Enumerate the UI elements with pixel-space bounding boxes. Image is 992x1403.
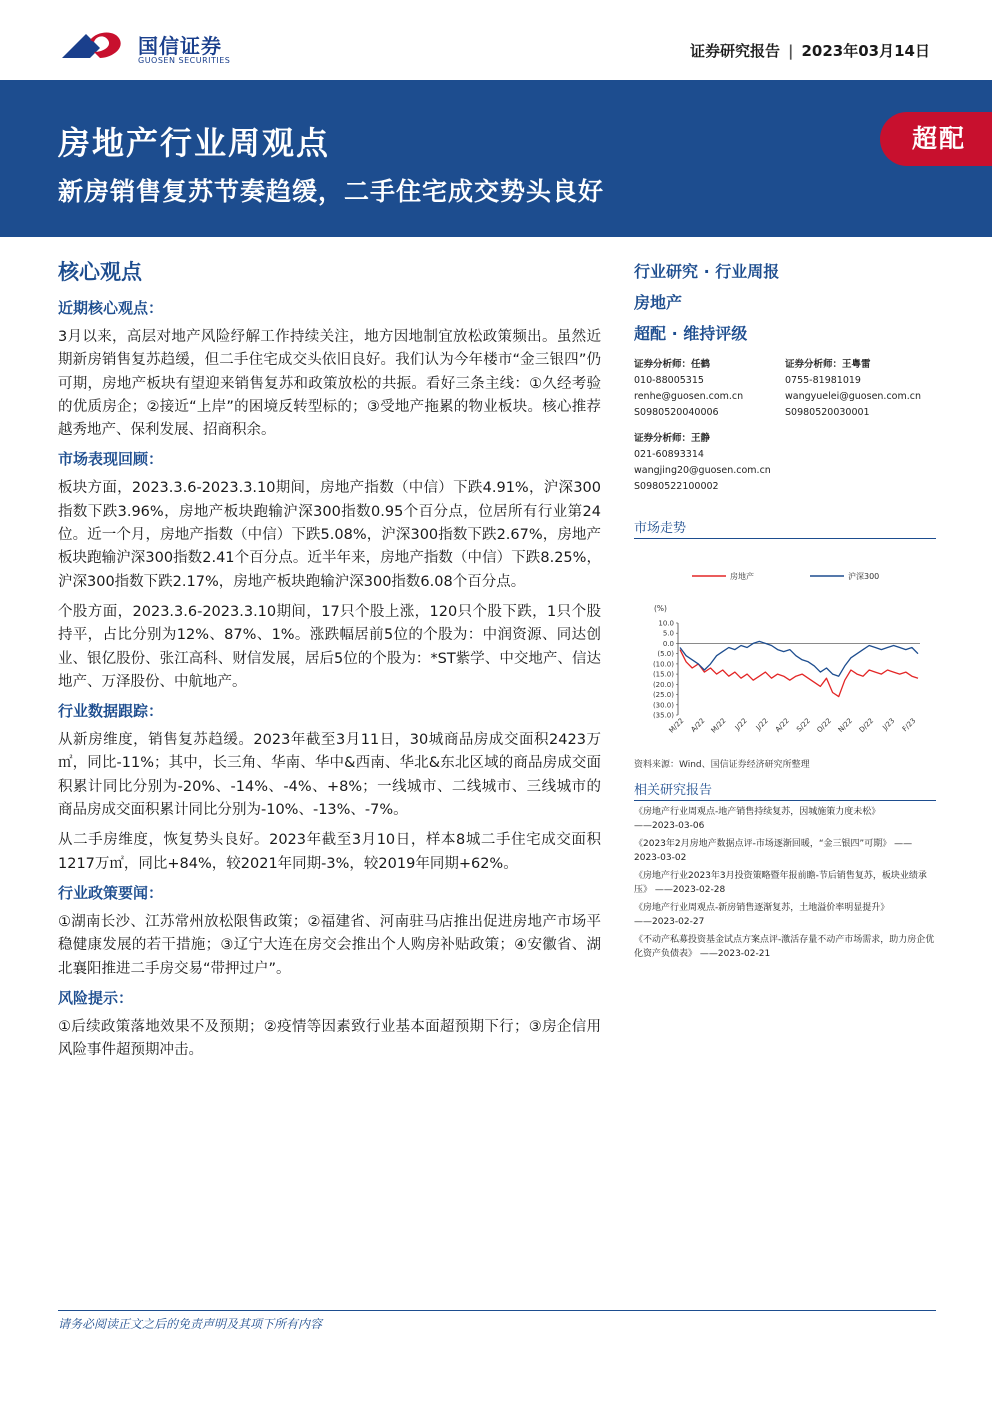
x-tick-label: J/23 — [881, 716, 897, 732]
related-report-date: ——2023-02-27 — [634, 917, 705, 927]
core-views-title: 核心观点 — [58, 260, 142, 284]
x-tick-label: F/23 — [900, 716, 918, 734]
footer-disclaimer: 请务必阅读正文之后的免责声明及其项下所有内容 — [58, 1317, 323, 1331]
y-tick-label: (10.0) — [652, 660, 674, 669]
x-tick-label: J/22 — [754, 716, 770, 732]
related-reports-title: 相关研究报告 — [634, 779, 936, 801]
related-report-item[interactable] — [634, 933, 936, 961]
paragraph-risk: ①后续政策落地效果不及预期；②疫情等因素致行业基本面超预期下行；③房企信用风险事件超预期冲击。 — [58, 1018, 601, 1059]
logo-cn-text: 国信证券 — [138, 34, 222, 58]
section-title-risk: 风险提示： — [58, 988, 134, 1007]
analyst-phone: 010-88005315 — [634, 375, 704, 386]
y-tick-label: (25.0) — [652, 691, 674, 700]
report-subtitle: 新房销售复苏节奏趋缓，二手住宅成交势头良好 — [58, 177, 605, 206]
y-tick-label: (35.0) — [652, 711, 674, 720]
meta-separator: | — [788, 42, 794, 60]
y-tick-label: (30.0) — [652, 701, 674, 710]
legend-label: 沪深300 — [848, 572, 880, 581]
y-tick-label: 0.0 — [662, 639, 674, 648]
paragraph-sector-performance: 板块方面，2023.3.6-2023.3.10期间，房地产指数（中信）下跌4.91%，沪深300指数下跌3.96%，房地产板块跑输沪深300指数0.95个百分点，位居所有行业第24位。近一个月，房地产指数（中信）下跌5.08%，沪深300指数下跌2.67%，房地产板块跑输沪深300指数2.41个百分点。近半年来，房地产指数（中信）下跌8.25%，沪深300指数下跌2.17%，房地产板块跑输沪深300指数6.08个百分点。 — [58, 480, 601, 590]
company-logo — [60, 28, 240, 70]
chart-svg — [634, 539, 936, 755]
analyst-phone: 021-60893314 — [634, 449, 704, 460]
page-header — [0, 0, 992, 80]
related-report-title: 《不动产私募投资基金试点方案点评-激活存量不动产市场需求，助力房企优化资产负债表》 — [634, 935, 935, 959]
section-title-recent-views: 近期核心观点： — [58, 299, 164, 317]
title-banner — [0, 80, 992, 237]
rating-line: 超配 · 维持评级 — [634, 324, 748, 343]
legend-label: 房地产 — [730, 572, 754, 581]
y-tick-label: 5.0 — [662, 629, 674, 638]
x-tick-label: M/22 — [667, 716, 686, 735]
related-report-item[interactable] — [634, 837, 936, 865]
paragraph-second-hand: 从二手房维度，恢复势头良好。2023年截至3月10日，样本8城二手住宅成交面积1217万㎡，同比+84%，较2021年同期-3%，较2019年同期+62%。 — [58, 832, 601, 872]
related-report-item[interactable] — [634, 869, 936, 897]
x-tick-label: O/22 — [815, 716, 834, 735]
paragraph-new-homes: 从新房维度，销售复苏趋缓。2023年截至3月11日，30城商品房成交面积2423万㎡，同比-11%；其中，长三角、华南、华中&西南、华北&东北区域的商品房成交面积累计同比分别为-20%、-14%、-4%、+8%；一线城市、二线城市、三线城市的商品房成交面积累计同比分别为-10%、-13%、-7%。 — [58, 732, 601, 819]
rating-badge: 超配 — [880, 112, 992, 166]
related-report-title: 《房地产行业周观点-地产销售持续复苏，因城施策力度未松》 — [634, 807, 881, 817]
related-report-item[interactable] — [634, 805, 936, 833]
analyst-cert: S0980522100002 — [634, 481, 719, 492]
industry-name: 房地产 — [634, 293, 683, 312]
analyst-phone: 0755-81981019 — [785, 375, 861, 386]
report-type: 证券研究报告 — [690, 42, 781, 60]
analyst-email: wangjing20@guosen.com.cn — [634, 465, 771, 476]
analyst-cert: S0980520040006 — [634, 407, 719, 418]
x-tick-label: A/22 — [689, 716, 707, 734]
related-report-title: 《房地产行业周观点-新房销售逐渐复苏，土地溢价率明显提升》 — [634, 903, 890, 913]
y-tick-label: (15.0) — [652, 670, 674, 679]
related-report-item[interactable] — [634, 901, 936, 929]
section-title-market-review: 市场表现回顾： — [58, 450, 164, 469]
related-report-title: 《房地产行业2023年3月投资策略暨年报前瞻-节后销售复苏，板块业绩承压》 — [634, 871, 927, 895]
logo-en-text: GUOSEN SECURITIES — [138, 56, 231, 65]
analyst-name: 证券分析师：任鹤 — [634, 359, 711, 370]
x-tick-label: A/22 — [773, 716, 791, 734]
series-line-csi300 — [680, 641, 918, 676]
analyst-email: renhe@guosen.com.cn — [634, 391, 744, 402]
guosen-logo-icon — [60, 28, 130, 68]
report-category: 行业研究 · 行业周报 — [634, 262, 780, 281]
market-trend-title: 市场走势 — [634, 517, 936, 539]
analyst-block — [634, 357, 936, 517]
analyst-name: 证券分析师：王静 — [634, 433, 711, 444]
section-title-policy-news: 行业政策要闻： — [58, 883, 164, 902]
y-tick-label: 10.0 — [658, 619, 674, 628]
x-tick-label: N/22 — [836, 716, 855, 735]
report-date: 2023年03月14日 — [801, 42, 930, 60]
x-tick-label: S/22 — [795, 716, 812, 734]
report-meta — [690, 40, 930, 61]
paragraph-policy-news: ①湖南长沙、江苏常州放松限售政策；②福建省、河南驻马店推出促进房地产市场平稳健康发展的若干措施；③辽宁大连在房交会推出个人购房补贴政策；④安徽省、湖北襄阳推进二手房交易“带押过户”。 — [58, 913, 601, 977]
related-reports — [634, 779, 936, 961]
paragraph-stock-performance: 个股方面，2023.3.6-2023.3.10期间，17只个股上涨，120只个股下跌，1只个股持平，占比分别为12%、87%、1%。涨跌幅居前5位的个股为：中润资源、同达创业、银亿股份、张江高科、财信发展，居后5位的个股为：*ST紫学、中交地产、信达地产、万泽股份、中航地产。 — [58, 603, 601, 690]
analyst-name: 证券分析师：王粤雷 — [785, 359, 871, 370]
x-tick-label: M/22 — [709, 716, 728, 735]
footer-divider — [58, 1310, 936, 1311]
analyst-card — [634, 431, 784, 495]
analyst-card — [634, 357, 784, 421]
paragraph-recent-views: 3月以来，高层对地产风险纾解工作持续关注，地方因地制宜放松政策频出。虽然近期新房销售复苏趋缓，但二手住宅成交头依旧良好。我们认为今年楼市“金三银四”仍可期，房地产板块有望迎来销售复苏和政策放松的共振。看好三条主线：①久经考验的优质房企；②接近“上岸”的困境反转型标的；③受地产拖累的物业板块。核心推荐越秀地产、保利发展、招商积余。 — [58, 329, 601, 439]
related-report-date: ——2023-02-28 — [654, 885, 726, 895]
x-tick-label: J/22 — [733, 716, 749, 732]
y-axis-label: (%) — [654, 604, 667, 613]
core-views-column — [58, 256, 601, 1069]
section-title-data-tracking: 行业数据跟踪： — [58, 702, 164, 721]
related-report-date: ——2023-02-21 — [699, 949, 771, 959]
report-title: 房地产行业周观点 — [58, 124, 331, 162]
analyst-card — [785, 357, 935, 421]
chart-source: 资料来源：Wind、国信证券经济研究所整理 — [634, 760, 810, 770]
y-tick-label: (20.0) — [652, 680, 674, 689]
y-tick-label: (5.0) — [657, 650, 674, 659]
x-tick-label: D/22 — [857, 716, 876, 735]
related-report-title: 《2023年2月房地产数据点评-市场逐渐回暖，“金三银四”可期》 — [634, 839, 892, 849]
market-trend-chart — [634, 539, 936, 755]
related-report-date: ——2023-03-02 — [634, 839, 913, 863]
related-report-date: ——2023-03-06 — [634, 821, 705, 831]
analyst-email: wangyuelei@guosen.com.cn — [785, 391, 922, 402]
sidebar — [634, 258, 936, 961]
analyst-cert: S0980520030001 — [785, 407, 870, 418]
